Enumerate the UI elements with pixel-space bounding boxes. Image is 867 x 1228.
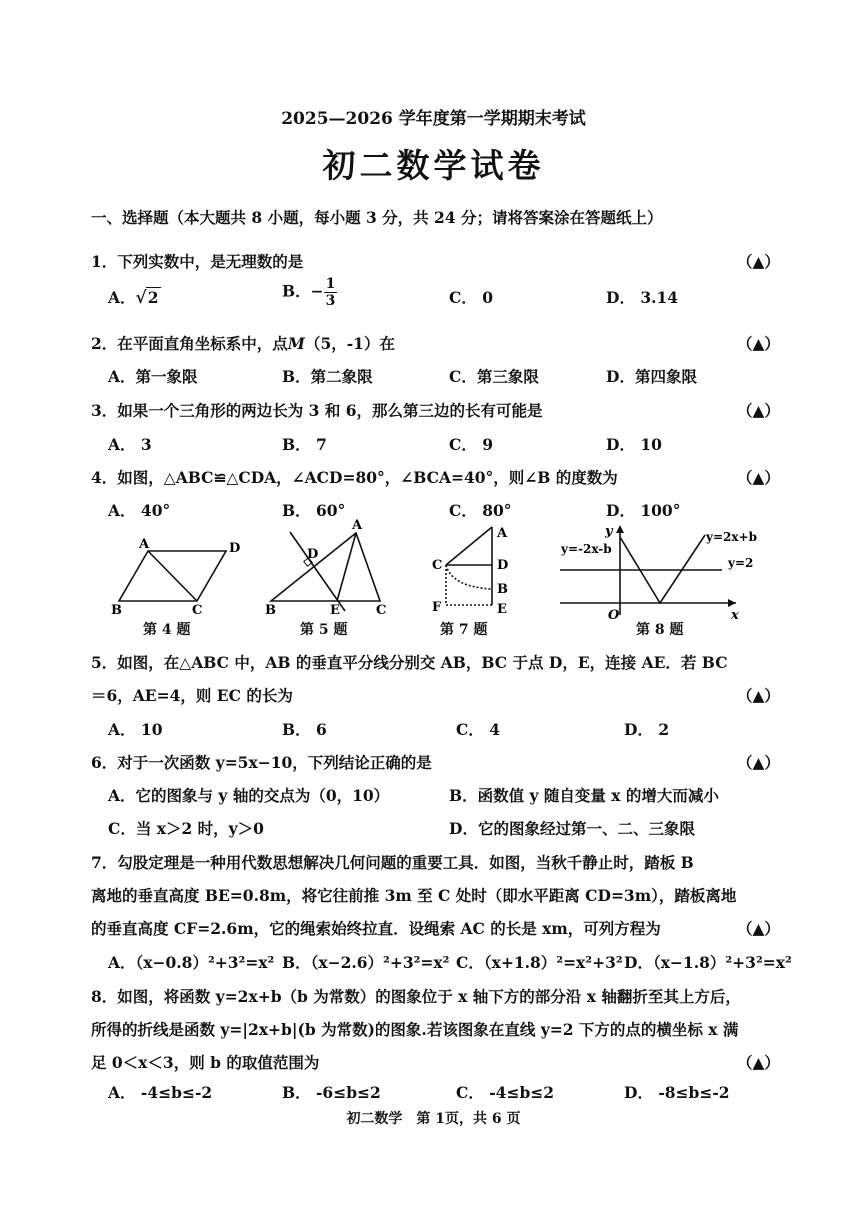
question-4-option-a: A． 40° (108, 501, 171, 520)
fig8-origin-label: O (608, 608, 620, 623)
fig4-label-c: C (192, 603, 203, 618)
question-5-option-b: B． 6 (282, 720, 327, 739)
question-7-stem-line-1: 7．勾股定理是一种用代数思想解决几何问题的重要工具．如图，当秋千静止时，踏板 B (91, 853, 694, 872)
question-6-option-b: B．函数值 y 随自变量 x 的增大而减小 (449, 786, 719, 805)
question-4-option-c: C． 80° (449, 501, 512, 520)
question-2-option-a: A．第一象限 (108, 367, 198, 386)
option-label: A． (108, 288, 136, 307)
stem-text: （5，-1）在 (304, 334, 395, 353)
section-heading: 一、选择题（本大题共 8 小题，每小题 3 分，共 24 分；请将答案涂在答题纸上） (91, 208, 663, 227)
question-1-option-a (108, 286, 161, 308)
question-4-option-d: D． 100° (606, 501, 681, 520)
question-7-option-d: D．（x−1.8）²+3²=x² (624, 953, 792, 972)
figures-row (0, 515, 867, 645)
question-2-option-c: C．第三象限 (449, 367, 539, 386)
question-2-option-b: B．第二象限 (282, 367, 373, 386)
question-6-stem: 6．对于一次函数 y=5x−10，下列结论正确的是 (91, 753, 432, 772)
fig8-right-line-label: y=2x+b (706, 530, 757, 544)
fig7-label-f: F (432, 600, 442, 615)
figure-7-caption: 第 7 题 (440, 622, 488, 638)
question-4-option-b: B． 60° (282, 501, 346, 520)
fig8-x-axis-label: x (731, 608, 739, 623)
question-5-option-d: D． 2 (624, 720, 670, 739)
question-1-answer-mark: （▲） (737, 252, 780, 271)
fig4-label-a: A (139, 537, 150, 552)
fraction-numerator: 1 (325, 276, 336, 292)
rope-ac (446, 527, 492, 565)
perpendicular-bisector (290, 532, 345, 611)
question-6-option-c: C．当 x＞2 时，y＞0 (108, 819, 264, 838)
fig5-label-b: B (265, 603, 276, 618)
question-3-option-a: A． 3 (108, 435, 152, 454)
fig7-label-d: D (497, 558, 509, 573)
sqrt-sign: √ (135, 288, 147, 308)
question-8-option-a: A． -4≤b≤-2 (108, 1083, 213, 1102)
fig8-horizontal-line-label: y=2 (728, 556, 754, 570)
fig4-label-d: D (229, 541, 241, 556)
stem-text: 2．在平面直角坐标系中，点 (91, 334, 288, 353)
question-3-option-c: C． 9 (449, 435, 494, 454)
question-7-option-c: C．（x+1.8）²=x²+3² (456, 953, 623, 972)
graph-abs-2x-plus-b (620, 535, 705, 603)
question-8-stem-line-3: 足 0＜x＜3，则 b 的取值范围为 (91, 1053, 320, 1072)
minus-sign: − (310, 281, 324, 301)
question-4-answer-mark: （▲） (737, 468, 780, 487)
question-6-option-d: D．它的图象经过第一、二、三象限 (449, 819, 695, 838)
question-1-option-b (282, 276, 337, 309)
triangle-abc (271, 533, 380, 601)
fig7-label-a: A (497, 526, 508, 541)
exam-title: 初二数学试卷 (322, 146, 545, 185)
figure-7-diagram (446, 527, 492, 605)
question-4-stem: 4．如图，△ABC≌△CDA，∠ACD=80°，∠BCA=40°，则∠B 的度数为 (91, 468, 618, 487)
question-5-option-a: A． 10 (108, 720, 163, 739)
question-5-stem-line-2: ＝6，AE=4，则 EC 的长为 (91, 686, 293, 705)
question-8-stem-line-1: 8．如图，将函数 y=2x+b（b 为常数）的图象位于 x 轴下方的部分沿 x 轴翻折至其上方后， (91, 987, 741, 1006)
page-footer: 初二数学 第 1页，共 6 页 (346, 1111, 521, 1127)
figure-4-caption: 第 4 题 (143, 622, 191, 638)
question-3-option-b: B． 7 (282, 435, 327, 454)
figure-5-diagram (271, 532, 380, 611)
question-2-option-d: D．第四象限 (606, 367, 697, 386)
diagonal-ac (148, 551, 197, 601)
question-7-option-b: B．（x−2.6）²+3²=x² (282, 953, 450, 972)
question-3-stem: 3．如果一个三角形的两边长为 3 和 6，那么第三边的长有可能是 (91, 401, 543, 420)
question-8-answer-mark: （▲） (737, 1053, 780, 1072)
fig7-label-b: B (497, 582, 508, 597)
y-axis-arrow (616, 525, 624, 533)
question-1-option-d: D． 3.14 (606, 288, 679, 307)
fraction (324, 276, 338, 309)
sqrt-radicand: 2 (147, 288, 159, 307)
question-8-stem-line-2: 所得的折线是函数 y=|2x+b|(b 为常数)的图象.若该图象在直线 y=2 下方的点的横坐标 x 满 (91, 1020, 739, 1039)
fig8-y-axis-label: y (605, 524, 613, 539)
option-label: B． (282, 281, 311, 301)
question-5-option-c: C． 4 (456, 720, 501, 739)
figure-4-diagram (119, 551, 226, 601)
exam-subtitle: 2025—2026 学年度第一学期期末考试 (281, 109, 586, 129)
figure-8-caption: 第 8 题 (636, 622, 684, 638)
x-axis-arrow (728, 599, 736, 607)
fig8-left-line-label: y=-2x-b (561, 542, 612, 556)
point-variable: M (287, 334, 305, 353)
question-1-option-c: C． 0 (449, 288, 494, 307)
question-5-stem-line-1: 5．如图，在△ABC 中，AB 的垂直平分线分别交 AB，BC 于点 D，E，连接 AE．若 BC (91, 653, 728, 672)
question-8-option-b: B． -6≤b≤2 (282, 1083, 381, 1102)
question-2-stem (91, 332, 395, 354)
question-7-option-a: A．（x−0.8）²+3²=x² (108, 953, 275, 972)
question-7-stem-line-3: 的垂直高度 CF=2.6m，它的绳索始终拉直．设绳索 AC 的长是 xm，可列方程为 (91, 919, 661, 938)
swing-arc (446, 565, 492, 589)
question-3-answer-mark: （▲） (737, 401, 780, 420)
question-5-answer-mark: （▲） (737, 686, 780, 705)
fraction-denominator: 3 (325, 293, 336, 309)
question-6-answer-mark: （▲） (737, 753, 780, 772)
fig5-label-a: A (352, 518, 363, 533)
question-2-answer-mark: （▲） (737, 334, 780, 353)
question-8-option-c: C． -4≤b≤2 (456, 1083, 555, 1102)
figure-5-caption: 第 5 题 (300, 622, 348, 638)
question-8-option-d: D． -8≤b≤-2 (624, 1083, 730, 1102)
fig7-label-c: C (432, 558, 443, 573)
fig5-label-d: D (307, 547, 319, 562)
segment-ae (337, 533, 356, 601)
question-7-answer-mark: （▲） (737, 919, 780, 938)
question-7-stem-line-2: 离地的垂直高度 BE=0.8m，将它往前推 3m 至 C 处时（即水平距离 CD=3m），踏板离地 (91, 886, 737, 905)
question-6-option-a: A．它的图象与 y 轴的交点为（0，10） (108, 786, 390, 805)
question-3-option-d: D． 10 (606, 435, 662, 454)
fig5-label-c: C (376, 603, 387, 618)
fig7-label-e: E (497, 602, 507, 617)
fig4-label-b: B (111, 603, 122, 618)
question-1-stem: 1．下列实数中，是无理数的是 (91, 252, 304, 271)
fig5-label-e: E (330, 603, 340, 618)
